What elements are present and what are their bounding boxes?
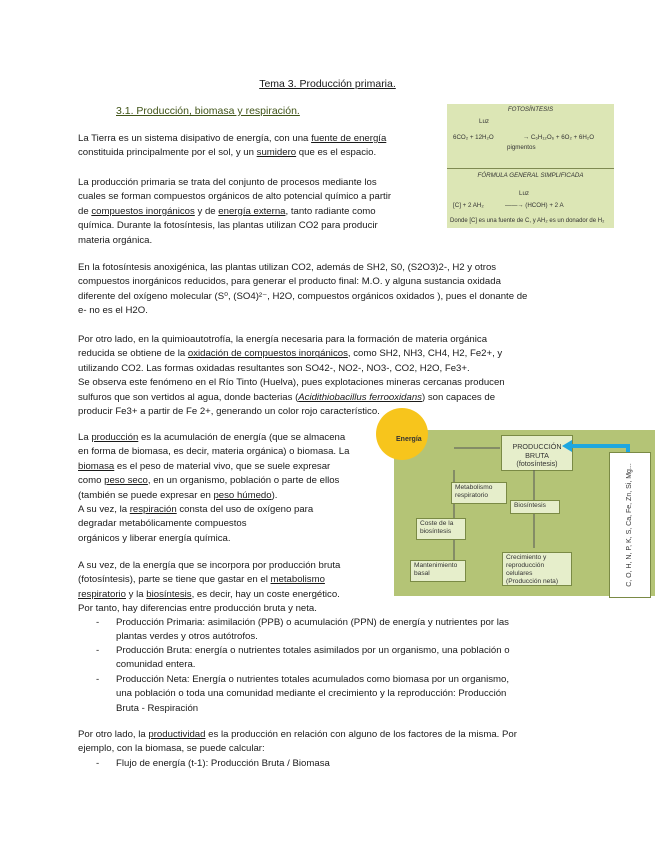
paragraph-productivity: Por otro lado, la productividad es la producción en relación con alguno de los factores de la misma. Por ejemplo, con la biomasa, se puede calcular: — [78, 729, 517, 755]
formula-products: ——→ (HCOH) + 2 A — [505, 202, 564, 209]
arrowhead-icon — [562, 440, 572, 452]
formula-light-label: Luz — [519, 190, 529, 197]
divider — [447, 168, 614, 169]
section-heading: 3.1. Producción, biomasa y respiración. — [116, 105, 300, 117]
formula-heading: FÓRMULA GENERAL SIMPLIFICADA — [477, 172, 584, 179]
paragraph-primary-production: La producción primaria se trata del conjunto de procesos mediante los cuales se forman compuestos orgánicos de alto potencial químico a partir de compuestos inorgánicos y de energía externa, tanto radiante como química. Durante la fotosíntesis, las plantas utilizan CO2 para producir materia orgánica. — [78, 177, 392, 246]
paragraph-earth-system: La Tierra es un sistema disipativo de energía, con una fuente de energía constituida principalmente por el sol, y un sumidero que es el espacio. — [78, 133, 387, 159]
formula-note: Donde [C] es una fuente de C, y AH₂ es un donador de H₂ — [450, 218, 605, 224]
photosynthesis-heading: FOTOSÍNTESIS — [507, 106, 554, 113]
biosynthesis-box: Biosíntesis — [510, 500, 560, 514]
production-diagram — [394, 430, 655, 596]
paragraph-gross-net: A su vez, de la energía que se incorpora por producción bruta (fotosíntesis), parte se tiene que gastar en el metabolismo respiratorio y la biosíntesis, es decir, hay un coste energético. Por tanto, hay diferencias entre producción bruta y neta. — [78, 560, 341, 615]
maintenance-box: Mantenimiento basal — [410, 560, 466, 582]
equation-light-label: Luz — [479, 118, 489, 125]
photosynthesis-figure — [447, 104, 614, 228]
paragraph-production-biomass: La producción es la acumulación de energía (que se almacena en forma de biomasa, es decir, materia orgánica) o biomasa. La biomasa es el peso de material vivo, que se suele expresar como peso seco, en un organismo, población o parte de ellos (también se puede expresar en peso húmedo). A su vez, la respiración consta del uso de oxígeno para degradar metabólicamente compuestos orgánicos y liberar energía química. — [78, 432, 350, 544]
nutrients-box: C, O, H, N, P, K, S, Ca, Fe, Zn, Si, Mg... — [609, 452, 651, 598]
biosynthesis-cost-box: Coste de la biosíntesis — [416, 518, 466, 540]
formula-reactants: [C] + 2 AH₂ — [453, 202, 484, 209]
paragraph-chemoautotrophy: Por otro lado, en la quimioautotrofía, la energía necesaria para la formación de materia orgánica reducida se obtiene de la oxidación de compuestos inorgánicos, como SH2, NH3, CH4, H2, Fe2+, y utilizando CO2. Las formas oxidadas resultantes son SO42-, NO2-, NO3-, CO2, H2O, Fe3+. Se observa este fenómeno en el Río Tinto (Huelva), pues explotaciones mineras cercanas producen sulfuros que son vertidos al agua, donde bacterias (Acidithiobacillus ferrooxidans) son capaces de producir Fe3+ a partir de Fe 2+, generando un color rojo característico. — [78, 334, 505, 418]
pigments-label: pigmentos — [507, 144, 536, 151]
paragraph-anoxygenic: En la fotosíntesis anoxigénica, las plantas utilizan CO2, además de SH2, S0, (S2O3)2-, H2 y otros compuestos inorgánicos reducidos, para generar el producto final: M.O. y alguna sustancia oxidada diferente del oxígeno molecular (S⁰, (SO4)²⁻, H2O, compuestos orgánicos oxidados ), pues el donante de e- no es el H2O. — [78, 262, 528, 317]
metabolism-box: Metabolismo respiratorio — [451, 482, 507, 504]
energy-label: Energía — [396, 436, 422, 443]
page-title: Tema 3. Producción primaria. — [259, 78, 396, 90]
equation-reactants: 6CO₂ + 12H₂O — [453, 134, 494, 141]
growth-box: Crecimiento y reproducción celulares (Producción neta) — [502, 552, 572, 586]
gross-production-box: PRODUCCIÓN BRUTA (fotosíntesis) — [501, 435, 573, 471]
equation-products: → C₆H₁₂O₆ + 6O₂ + 6H₂O — [523, 134, 595, 141]
